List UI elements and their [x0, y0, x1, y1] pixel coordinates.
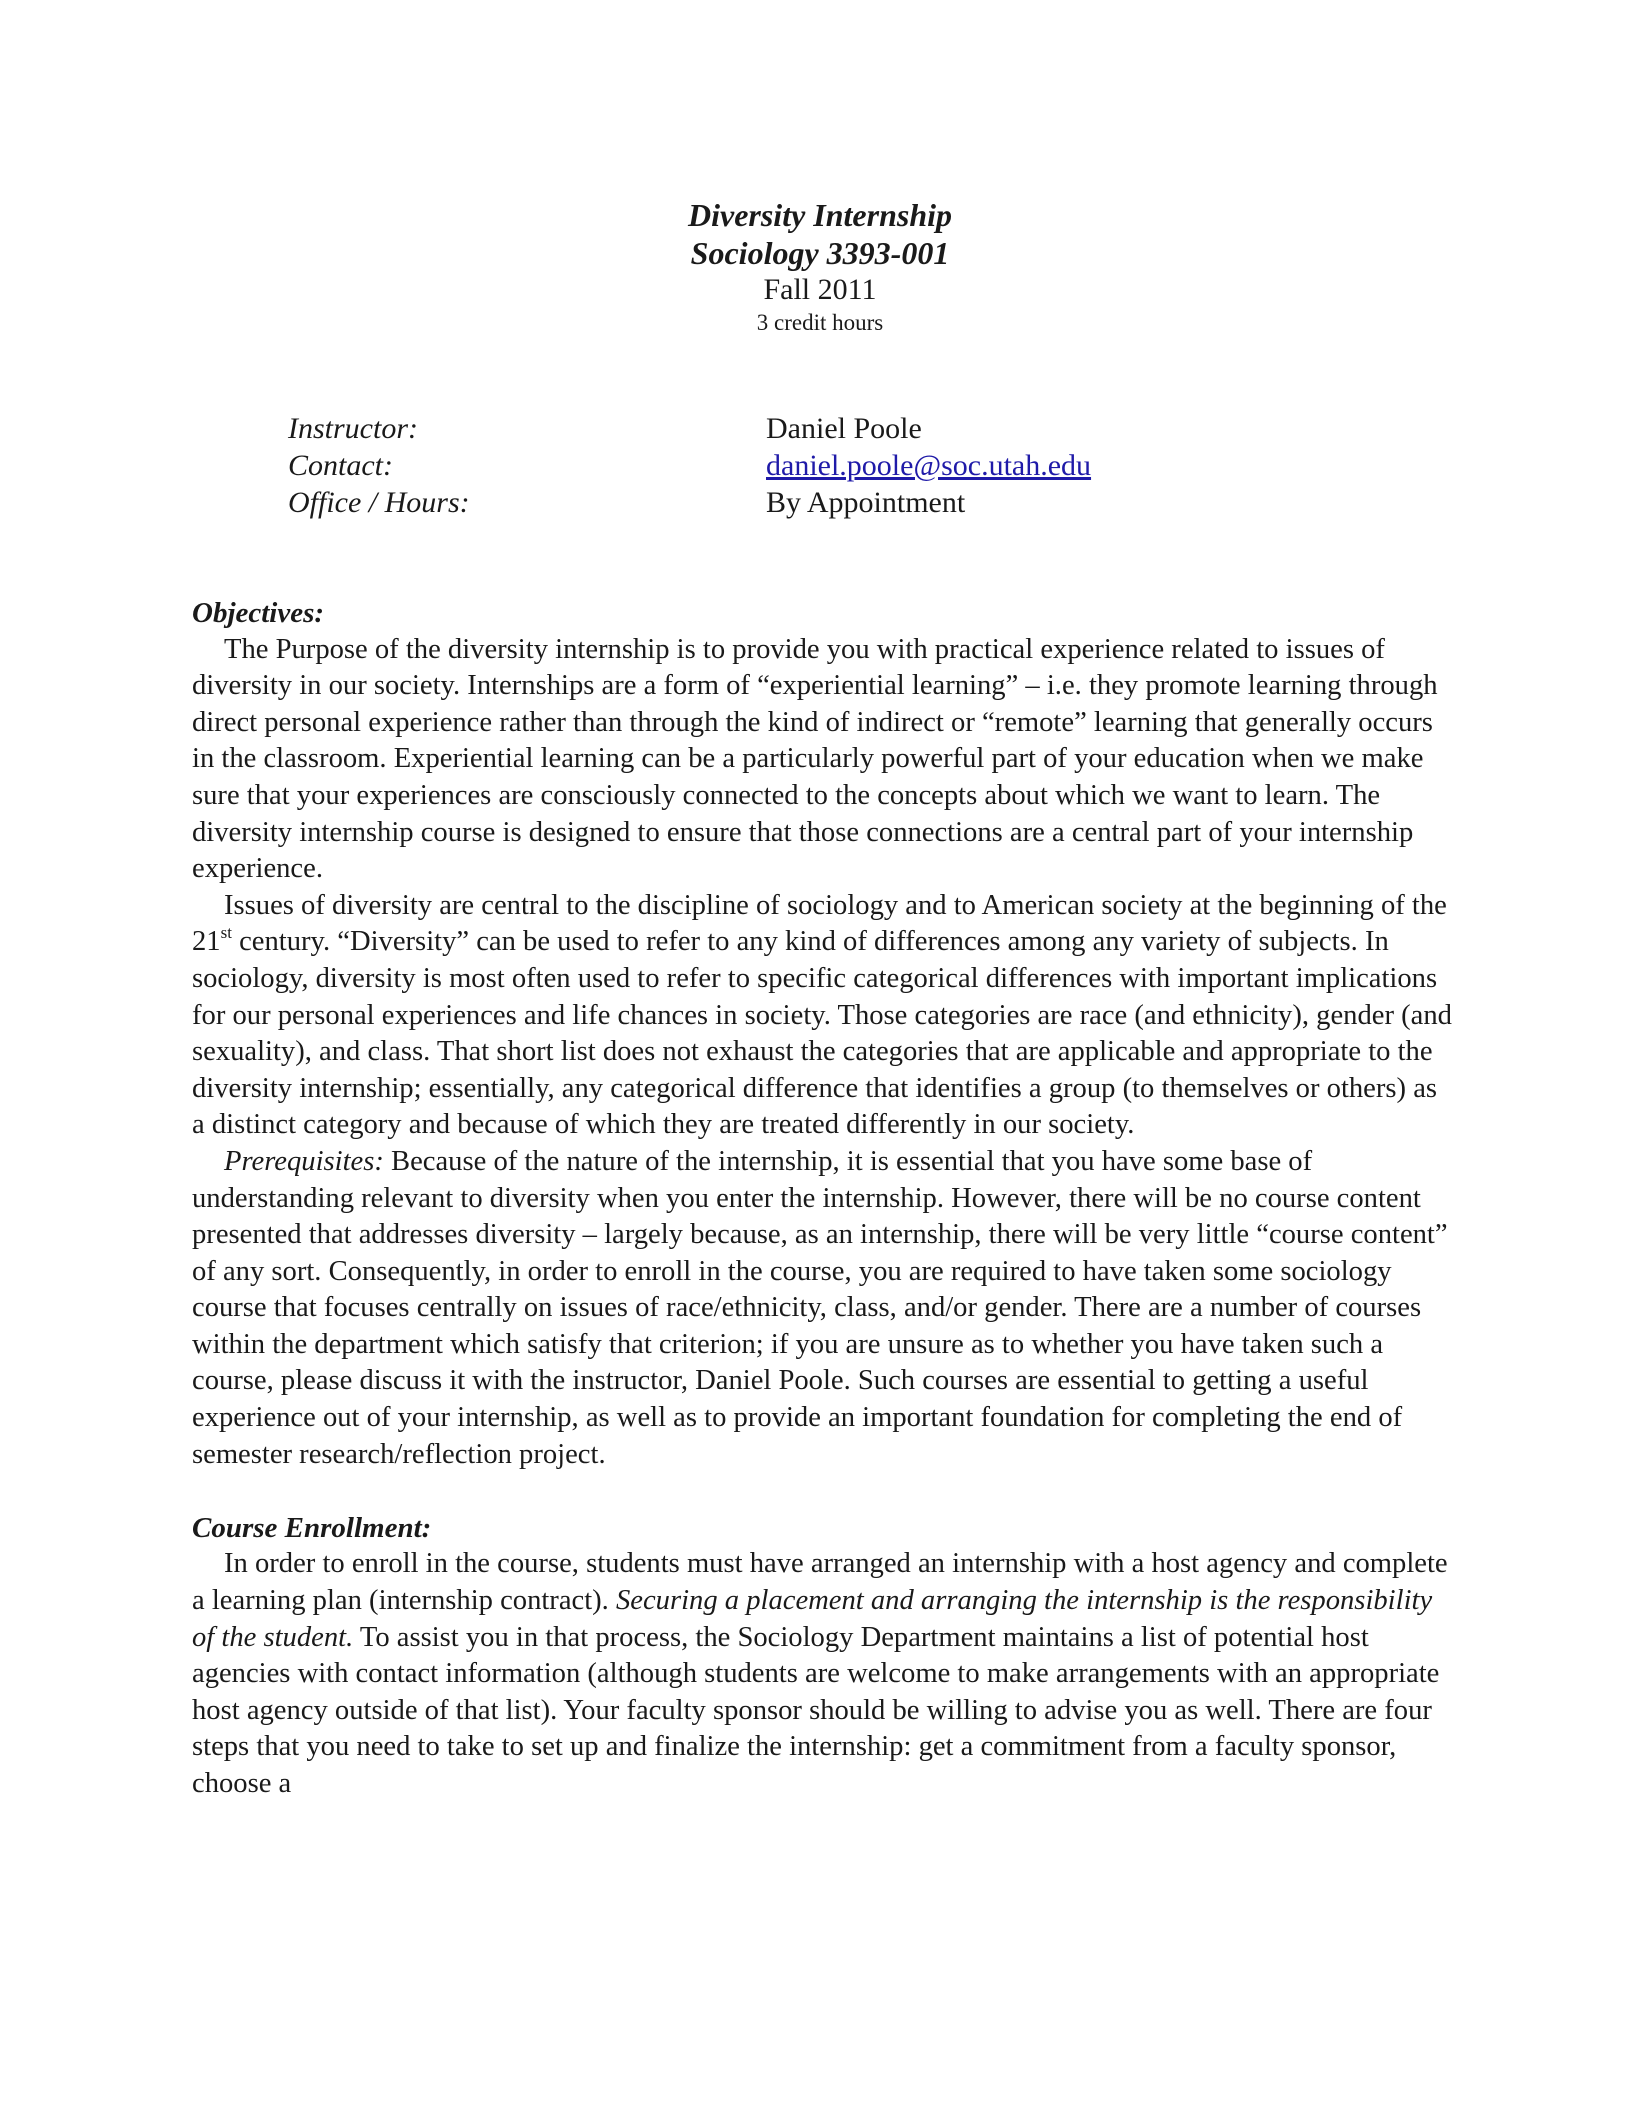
contact-label: Contact:: [288, 449, 393, 482]
p2-text-before: Issues of diversity are central to the discipline of sociology and to American society at the beginning of the 21: [192, 889, 1447, 958]
objectives-paragraph-1: The Purpose of the diversity internship is to provide you with practical experience related to issues of diversity in our society. Internships are a form of “experiential learning” – i.e. they promote learning through direct personal experience rather than through the kind of indirect or “remote” learning that generally occurs in the classroom. Experiential learning can be a particularly powerful part of your education when we make sure that your experiences are consciously connected to the concepts about which we want to learn. The diversity internship course is designed to ensure that those connections are a central part of your internship experience.: [192, 633, 1438, 885]
instructor-name: Daniel Poole: [766, 412, 922, 445]
office-hours: By Appointment: [766, 486, 966, 519]
enrollment-emphasis: Securing a placement and arranging the internship is the responsibility of the student.: [192, 1585, 1433, 1653]
section-gap: [192, 1473, 1454, 1510]
enrollment-heading: Course Enrollment:: [192, 1511, 432, 1544]
prerequisites-label: Prerequisites:: [224, 1145, 384, 1177]
enrollment-paragraph-1: [192, 1546, 1454, 1802]
contact-email-link[interactable]: daniel.poole@soc.utah.edu: [766, 449, 1092, 482]
document-header: [0, 196, 1640, 338]
credit-hours: 3 credit hours: [756, 310, 884, 335]
document-body: [192, 595, 1454, 1803]
prerequisites-paragraph: [192, 1144, 1454, 1473]
prerequisites-text: Because of the nature of the internship, it is essential that you have some base of understanding relevant to diversity when you enter the internship. However, there will be no course content presented that addresses diversity – largely because, as an internship, there will be very little “course content” of any sort. Consequently, in order to enroll in the course, you are required to have taken some sociology course that focuses centrally on issues of race/ethnicity, class, and/or gender. There are a number of courses within the department which satisfy that criterion; if you are unsure as to whether you have taken such a course, please discuss it with the instructor, Daniel Poole. Such courses are essential to getting a useful experience out of your internship, as well as to provide an important foundation for completing the end of semester research/reflection project.: [192, 1145, 1448, 1470]
enrollment-text-after: To assist you in that process, the Sociology Department maintains a list of potential host agencies with contact information (although students are welcome to make arrangements with an appropriate host agency outside of that list). Your faculty sponsor should be willing to advise you as well. There are four steps that you need to take to set up and finalize the internship: get a commitment from a faculty sponsor, choose a: [192, 1621, 1440, 1799]
instructor-label: Instructor:: [288, 412, 418, 445]
p2-text-after: century. “Diversity” can be used to refer to any kind of differences among any variety of subjects. In sociology, diversity is most often used to refer to specific categorical differences with important implications for our personal experiences and life chances in society. Those categories are race (and ethnicity), gender (and sexuality), and class. That short list does not exhaust the categories that are applicable and appropriate to the diversity internship; essentially, any categorical difference that identifies a group (to themselves or others) as a distinct category and because of which they are treated differently in our society.: [192, 926, 1452, 1141]
enrollment-text-before: In order to enroll in the course, students must have arranged an internship with a host agency and complete a learning plan (internship contract).: [192, 1548, 1448, 1617]
p2-superscript: st: [220, 923, 232, 943]
document-title: Diversity Internship: [687, 197, 953, 233]
office-label: Office / Hours:: [288, 486, 470, 519]
course-term: Fall 2011: [763, 273, 877, 306]
objectives-paragraph-2: [192, 888, 1454, 1144]
objectives-heading: Objectives:: [192, 597, 325, 629]
course-number: Sociology 3393-001: [690, 235, 950, 271]
